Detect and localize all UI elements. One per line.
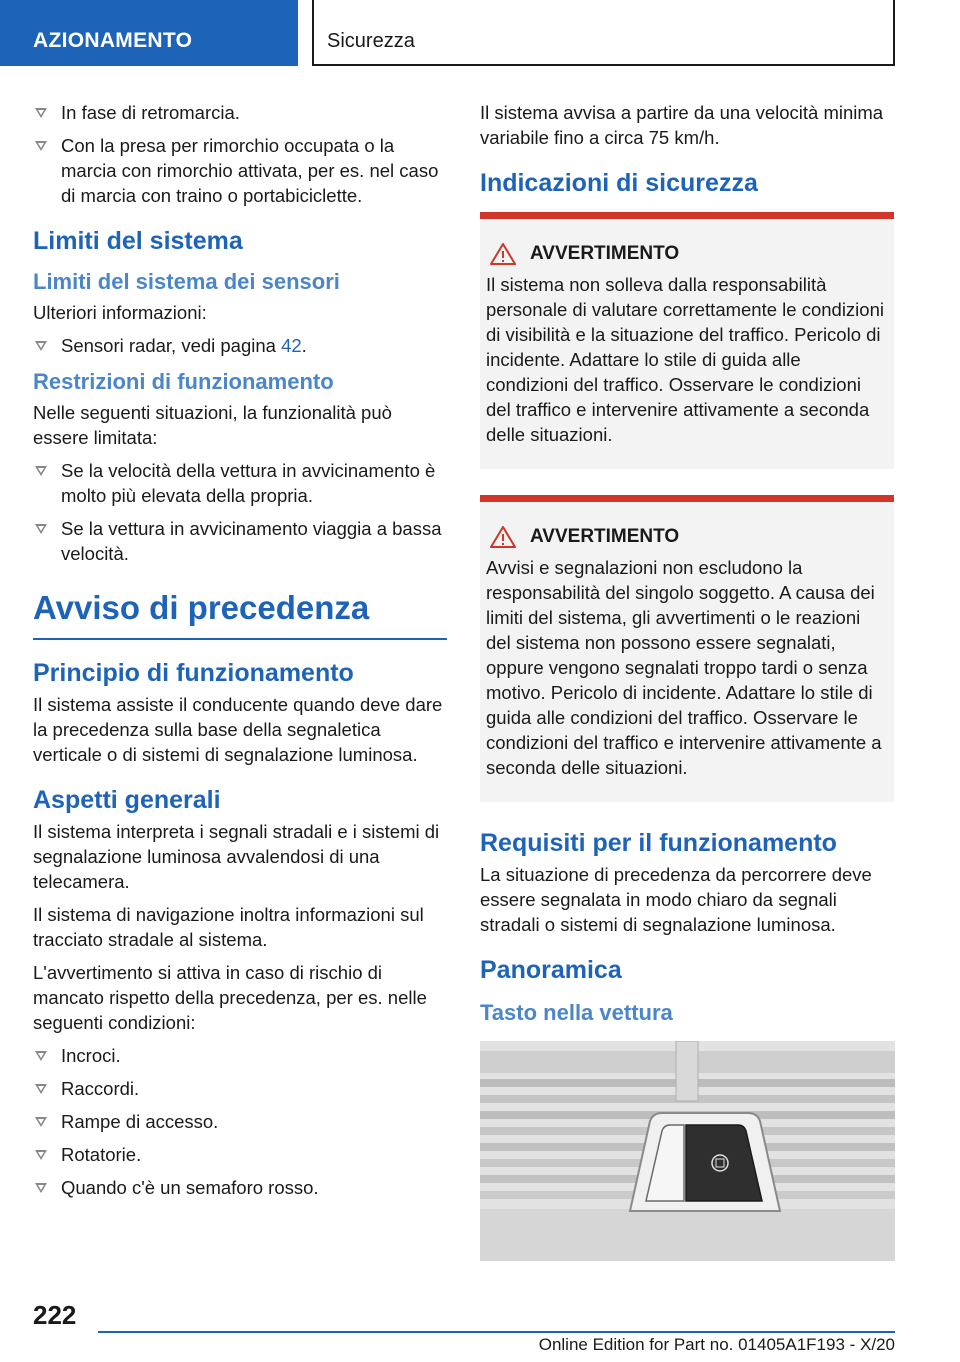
paragraph-aspetti-3: L'avvertimento si attiva in caso di rischio di mancato rispetto della precedenza, per es. nelle seguenti condizioni: xyxy=(33,962,427,1033)
heading-aspetti: Aspetti generali xyxy=(33,786,221,814)
heading-panoramica: Panoramica xyxy=(480,956,622,984)
list-item: Se la velocità della vettura in avvicinamento è molto più elevata della propria. xyxy=(33,458,447,508)
list-item: Con la presa per rimorchio occupata o la marcia con rimorchio attivata, per es. nel caso di marcia con traino o portabiciclette. xyxy=(33,133,447,208)
footer-divider xyxy=(98,1331,895,1333)
warning-box-2 xyxy=(480,495,894,802)
triangle-bullet-icon xyxy=(35,1051,47,1061)
list-item: Sensori radar, vedi pagina 42. xyxy=(33,333,447,358)
warning-title: AVVERTIMENTO xyxy=(486,524,886,549)
heading-avviso: Avviso di precedenza xyxy=(33,588,447,640)
triangle-bullet-icon xyxy=(35,466,47,476)
page-number: 222 xyxy=(33,1300,77,1330)
chapter-title: Sicurezza xyxy=(312,0,895,66)
list-item: Raccordi. xyxy=(33,1076,447,1101)
triangle-bullet-icon xyxy=(35,1084,47,1094)
right-column xyxy=(480,100,894,1261)
list-item: Rotatorie. xyxy=(33,1142,447,1167)
paragraph-aspetti-1: Il sistema interpreta i segnali stradali e i sistemi di segnalazione luminosa avvalendosi di una telecamera. xyxy=(33,821,440,892)
triangle-bullet-icon xyxy=(35,1117,47,1127)
footer-edition: Online Edition for Part no. 01405A1F193 - X/20 xyxy=(538,1335,895,1354)
heading-principio: Principio di funzionamento xyxy=(33,659,354,687)
heading-sensori: Limiti del sistema dei sensori xyxy=(33,269,340,294)
vehicle-grille-illustration xyxy=(480,1041,895,1261)
warning-triangle-icon xyxy=(490,526,516,548)
bullet-list-condizioni xyxy=(33,1043,447,1200)
paragraph-requisiti: La situazione di precedenza da percorrere deve essere segnalata in modo chiaro da segnali stradali o sistemi di segnalazione luminosa. xyxy=(480,864,872,935)
bullet-list-radar xyxy=(33,333,447,358)
bullet-list-restrizioni xyxy=(33,458,447,566)
heading-limiti: Limiti del sistema xyxy=(33,227,243,255)
heading-indicazioni: Indicazioni di sicurezza xyxy=(480,169,758,197)
warning-title: AVVERTIMENTO xyxy=(486,241,886,266)
button-photo xyxy=(480,1041,895,1261)
warning-text: Avvisi e segnalazioni non escludono la responsabilità del singolo soggetto. A causa dei limiti del sistema, gli avvertimenti o le reazioni del sistema non possono essere segnalati, oppure vengono segnalati troppo tardi o senza motivo. Pericolo di incidente. Adattare lo stile di guida alle condizioni del traffico. Osservare le condizioni del traffico e intervenire attivamente a seconda delle situazioni. xyxy=(486,557,882,778)
left-column xyxy=(33,100,447,1208)
triangle-bullet-icon xyxy=(35,1150,47,1160)
warning-triangle-icon xyxy=(490,243,516,265)
bullet-list-top xyxy=(33,100,447,208)
page-header xyxy=(0,0,960,66)
list-item: Se la vettura in avvicinamento viaggia a bassa velocità. xyxy=(33,516,447,566)
heading-requisiti: Requisiti per il funzionamento xyxy=(480,829,837,857)
paragraph-velocita: Il sistema avvisa a partire da una velocità minima variabile fino a circa 75 km/h. xyxy=(480,102,884,148)
heading-tasto: Tasto nella vettura xyxy=(480,1000,673,1025)
paragraph-principio: Il sistema assiste il conducente quando deve dare la precedenza sulla base della segnaletica verticale o di sistemi di segnalazione luminosa. xyxy=(33,694,443,765)
warning-box-1 xyxy=(480,212,894,469)
paragraph-aspetti-2: Il sistema di navigazione inoltra informazioni sul tracciato stradale al sistema. xyxy=(33,904,424,950)
triangle-bullet-icon xyxy=(35,524,47,534)
list-item: Quando c'è un semaforo rosso. xyxy=(33,1175,447,1200)
list-item: In fase di retromarcia. xyxy=(33,100,447,125)
paragraph-ulteriori: Ulteriori informazioni: xyxy=(33,302,207,323)
triangle-bullet-icon xyxy=(35,108,47,118)
triangle-bullet-icon xyxy=(35,341,47,351)
list-item: Incroci. xyxy=(33,1043,447,1068)
heading-restrizioni: Restrizioni di funzionamento xyxy=(33,369,334,394)
page-link-42[interactable]: 42 xyxy=(281,335,302,356)
list-item: Rampe di accesso. xyxy=(33,1109,447,1134)
section-tab: AZIONAMENTO xyxy=(0,0,298,66)
triangle-bullet-icon xyxy=(35,1183,47,1193)
warning-text: Il sistema non solleva dalla responsabilità personale di valutare correttamente le condizioni di visibilità e la situazione del traffico. Pericolo di incidente. Adattare lo stile di guida alle condizioni del traffico. Osservare le condizioni del traffico e intervenire attivamente a seconda delle situazioni. xyxy=(486,274,884,445)
paragraph-restrizioni: Nelle seguenti situazioni, la funzionalità può essere limitata: xyxy=(33,402,392,448)
triangle-bullet-icon xyxy=(35,141,47,151)
